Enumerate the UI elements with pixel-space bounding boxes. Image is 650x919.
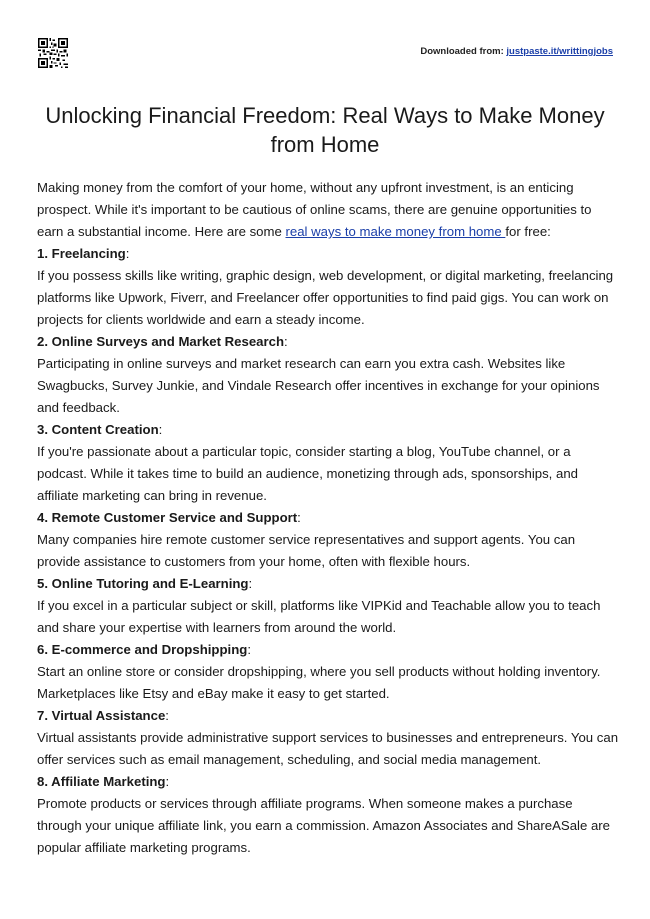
section-body: If you possess skills like writing, graphic design, web development, or digital marketing, freelancing platforms like Upwork, Fiverr, and Freelancer offer opportunities to find paid gigs. You can work on projects for clients worldwide and earn a steady income. xyxy=(37,268,614,327)
section-body: Start an online store or consider dropshipping, where you sell products without holding inventory. Marketplaces like Etsy and eBay make it easy to get started. xyxy=(37,664,601,701)
intro-text-after: for free: xyxy=(505,224,551,239)
qr-code-icon xyxy=(38,38,68,68)
section-body: If you're passionate about a particular topic, consider starting a blog, YouTube channel, or a podcast. While it takes time to build an audience, monetizing through ads, sponsorships, and affiliate marketing can bring in revenue. xyxy=(37,444,579,503)
section-heading: 8. Affiliate Marketing: xyxy=(37,774,170,789)
section-body: Promote products or services through affiliate programs. When someone makes a purchase through your unique affiliate link, you earn a commission. Amazon Associates and ShareASale are popular affiliate marketing programs. xyxy=(37,796,611,855)
intro-text-before: Making money from the comfort of your home, without any upfront investment, is an enticing prospect. While it's important to be cautious of online scams, there are genuine opportunities to earn a substantial income. Here are some xyxy=(37,180,592,239)
intro-paragraph xyxy=(37,177,619,243)
section-heading: 3. Content Creation: xyxy=(37,422,163,437)
section-body: If you excel in a particular subject or skill, platforms like VIPKid and Teachable allow you to teach and share your expertise with learners from around the world. xyxy=(37,598,601,635)
download-source xyxy=(420,46,613,57)
section-heading: 4. Remote Customer Service and Support: xyxy=(37,510,301,525)
section-heading: 6. E-commerce and Dropshipping: xyxy=(37,642,251,657)
section-body: Many companies hire remote customer service representatives and support agents. You can provide assistance to customers from your home, often with flexible hours. xyxy=(37,532,576,569)
section-body: Virtual assistants provide administrative support services to businesses and entrepreneurs. You can offer services such as email management, scheduling, and social media management. xyxy=(37,730,619,767)
section-heading: 1. Freelancing: xyxy=(37,246,130,261)
page-title: Unlocking Financial Freedom: Real Ways to Make Money from Home xyxy=(45,103,605,157)
section-body: Participating in online surveys and market research can earn you extra cash. Websites like Swagbucks, Survey Junkie, and Vindale Research offer incentives in exchange for your opinions and feedback. xyxy=(37,356,600,415)
section-heading: 7. Virtual Assistance: xyxy=(37,708,169,723)
download-link[interactable]: justpaste.it/writtingjobs xyxy=(506,46,613,57)
download-label: Downloaded from: xyxy=(420,46,504,57)
intro-link[interactable]: real ways to make money from home xyxy=(285,224,506,239)
section-heading: 2. Online Surveys and Market Research: xyxy=(37,334,288,349)
section-heading: 5. Online Tutoring and E-Learning: xyxy=(37,576,253,591)
article-body xyxy=(37,177,619,859)
